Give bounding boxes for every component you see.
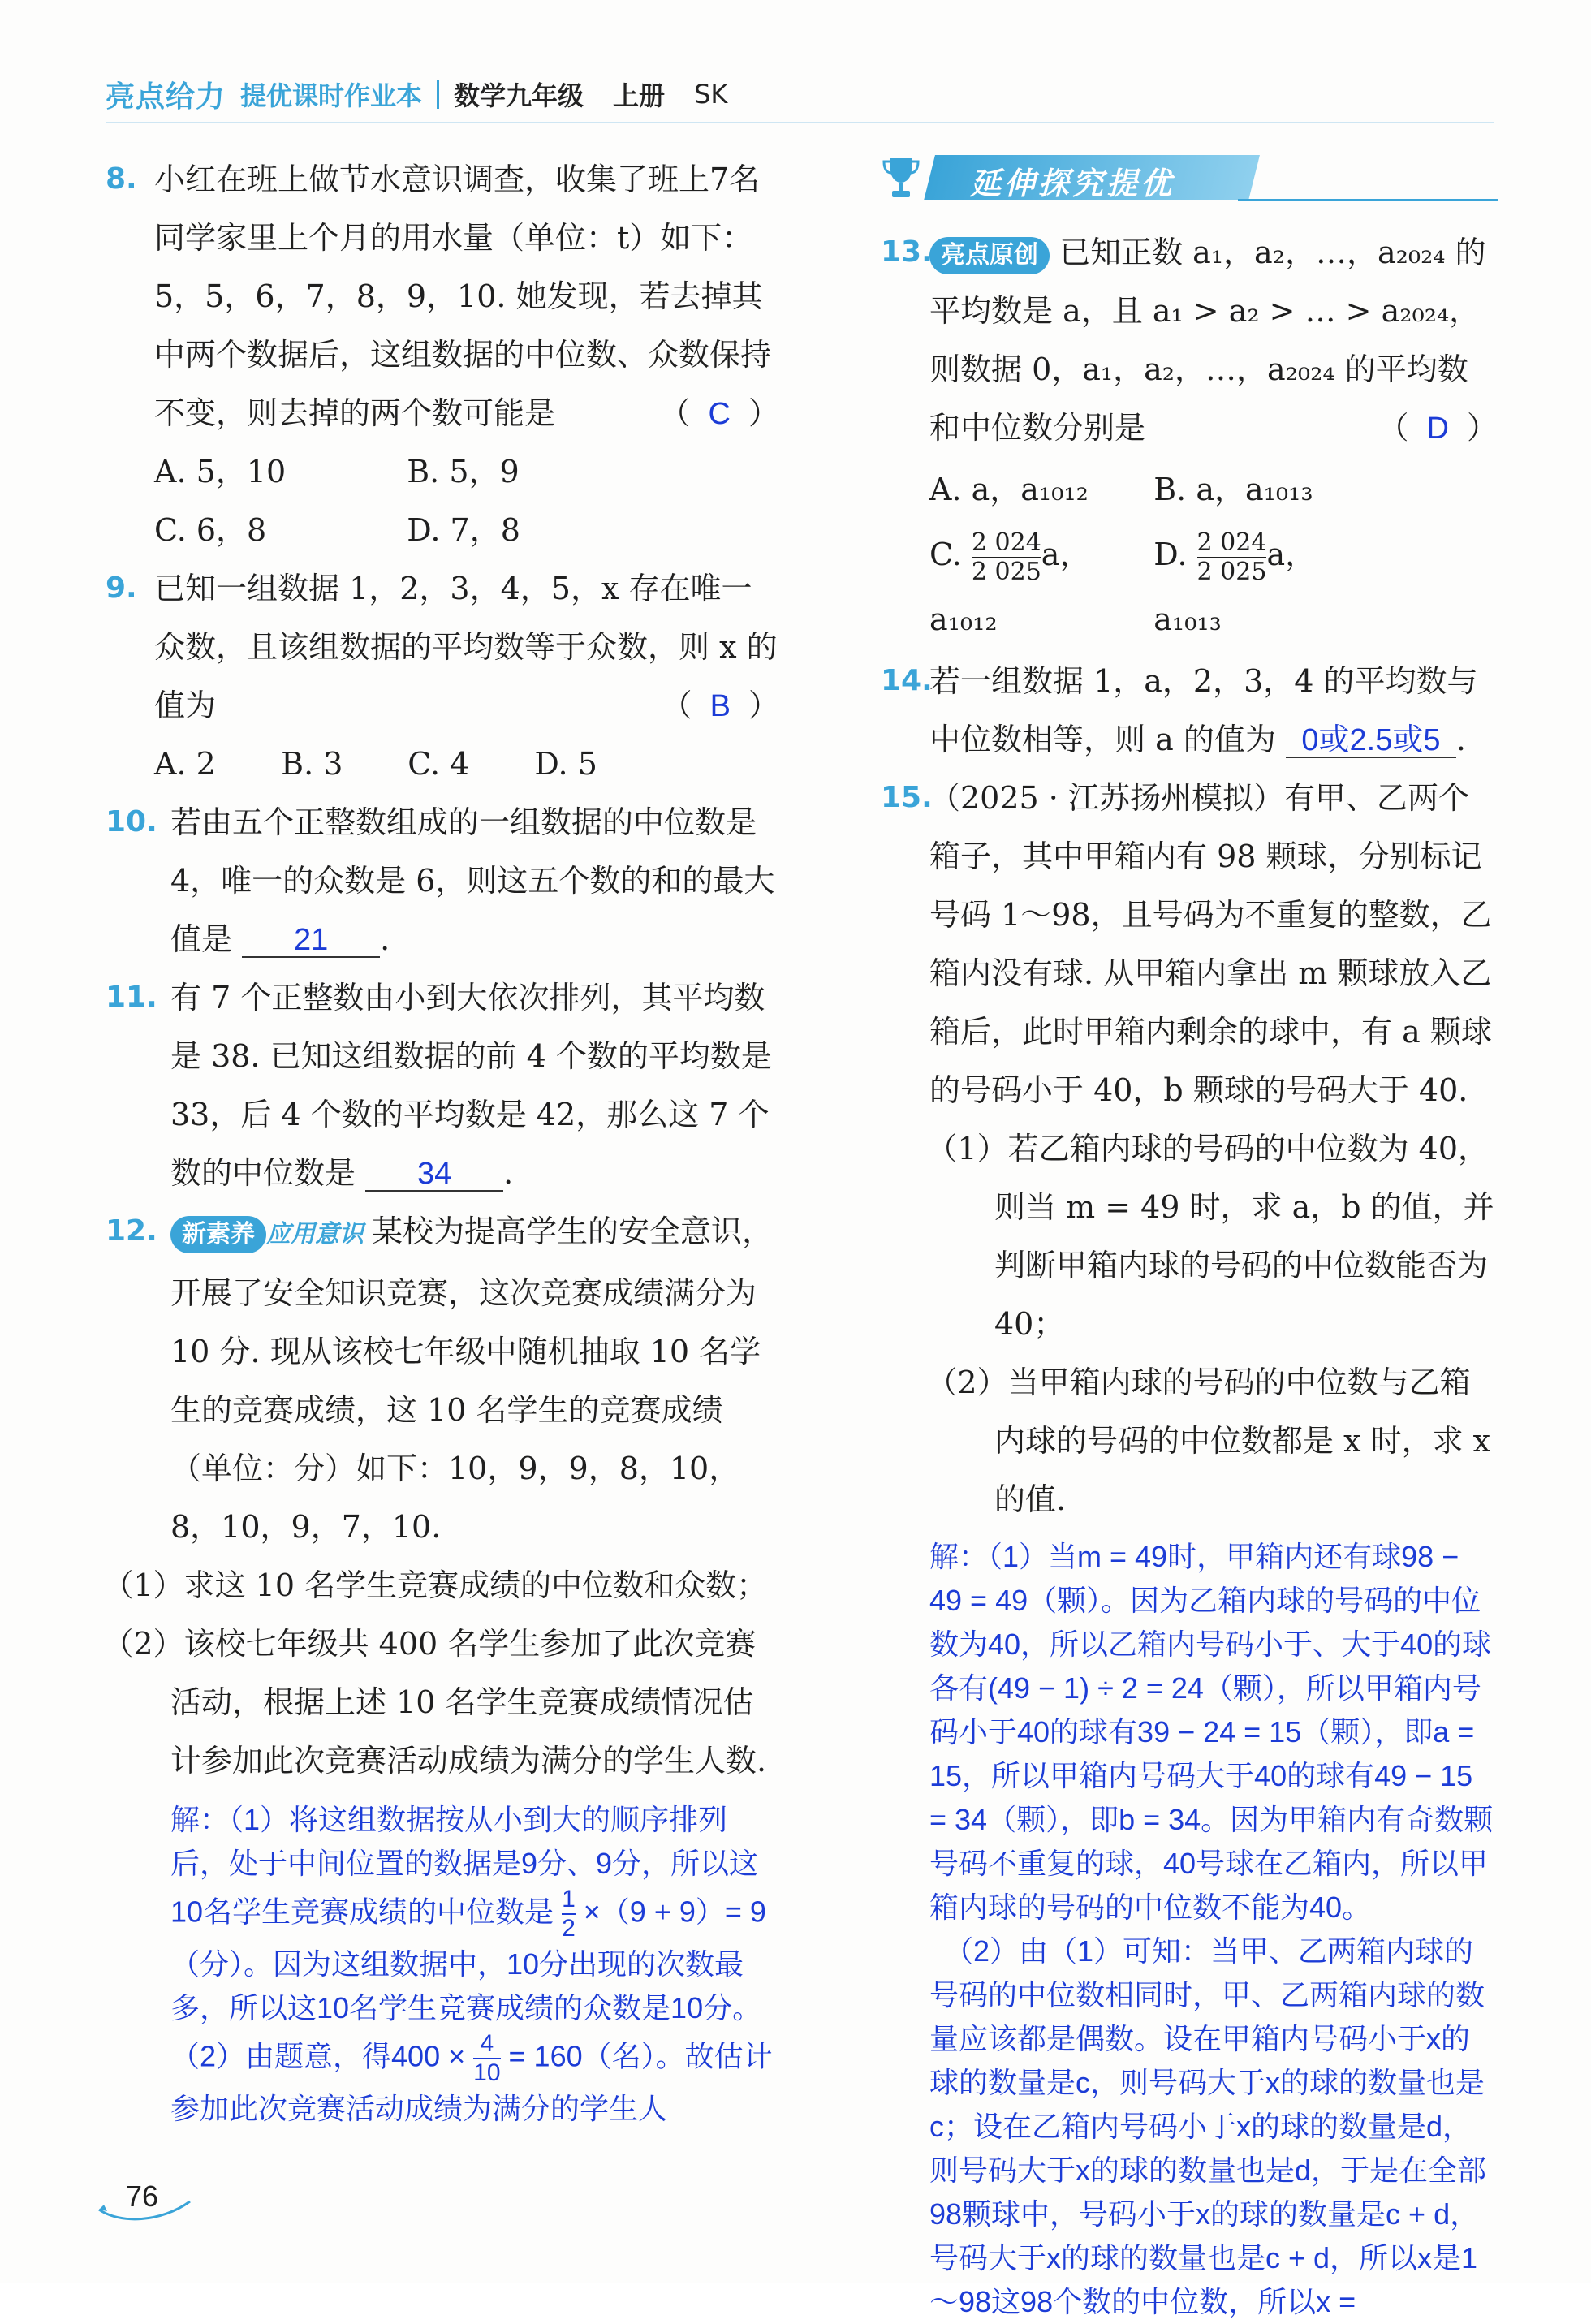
question-text: 有 7 个正整数由小到大依次排列，其平均数是 38. 已知这组数据的前 4 个数的平均数是 33，后 4 个数的平均数是 42，那么这 7 个数的中位数是 [170,980,772,1191]
question-10: 10. 若由五个正整数组成的一组数据的中位数是 4，唯一的众数是 6，则这五个数的和的最大值是 21 . [106,793,779,968]
options [106,442,660,559]
solution-part-1a: 解：（1）将这组数据按从小到大的顺序排列后，处于中间位置的数据是9分、9分，所以这10名学生竞赛成绩的中位数是 [170,1802,759,1929]
original-tag: 亮点原创 [929,237,1050,274]
question-text: 若一组数据 1，a，2，3，4 的平均数与中位数相等，则 a 的值为 [929,663,1478,757]
answer: C [708,397,731,431]
page-header [106,70,727,119]
volume-label: 上册 [613,80,666,111]
option-d: D. $\frac{2 024}{2 025}$ a，a₁₀₁₃ [1153,528,1317,637]
option-d: D. 7，8 [407,512,520,548]
question-9 [106,559,779,793]
fraction-half: $\frac{1}{2}$ [562,1885,576,1942]
skill-tag: 应用意识 [266,1219,364,1248]
answer-bracket: （ C ） [659,395,779,431]
question-number: 12. [106,1214,157,1248]
sub-question-1: （1）若乙箱内球的号码的中位数为 40，则当 m = 49 时，求 a，b 的值，并判断甲箱内球的号码的中位数能否为 40； [926,1131,1494,1342]
option-c: C. 6，8 [154,512,267,548]
question-number: 13. [881,235,933,269]
option-b: B. 3 [281,746,343,782]
option-a: A. 2 [154,746,216,782]
question-14: 14. 若一组数据 1，a，2，3，4 的平均数与中位数相等，则 a 的值为 0或2.5或5 . [881,652,1498,769]
options [106,735,662,793]
header-divider [437,80,439,109]
question-text: 已知正数 a₁，a₂，…，a₂₀₂₄ 的平均数是 a，且 a₁ > a₂ > … > a₂₀₂₄，则数据 0，a₁，a₂，…，a₂₀₂₄ 的平均数和中位数分别是 [929,235,1486,446]
literacy-tag: 新素养 [170,1216,266,1253]
question-number: 15. [881,781,933,814]
question-number: 11. [106,981,157,1014]
answer: B [709,689,731,723]
solution-part-2: （2）由（1）可知：当甲、乙两箱内球的号码的中位数相同时，甲、乙两箱内球的数量应该都是偶数。设在甲箱内号码小于x的球的数量是c，则号码大于x的球的数量也是c；设在乙箱内号码小于x的球的数量是d，则号码大于x的球的数量也是d，于是在全部98颗球中，号码小于x的球的数量是c + d，号码大于x的球的数量也是c + d，所以x是1～98这98个数的中位数，所以x = [929,1934,1487,2318]
left-column [102,150,779,2131]
question-15 [881,769,1498,2324]
solution-part-1: 解：（1）当m = 49时，甲箱内还有球98 − 49 = 49（颗）。因为乙箱内球的号码的中位数为40，所以乙箱内号码小于、大于40的球各有(49 − 1) ÷ 2 = 24（颗），所以甲箱内号码小于40的球有39 − 24 = 15（颗），即a = 15，所以甲箱内号码大于40的球有49 − 15 = 34（颗），即b = 34。因为甲箱内有奇数颗号码不重复的球，40号球在乙箱内，所以甲箱内球的号码的中位数不能为40。 [929,1540,1494,1924]
banner-rule [1238,199,1498,201]
question-12 [102,1202,779,2131]
solution-part-1b: ×（9 + 9）= 9（分）。因为这组数据中，10分出现的次数最多，所以这10名学生竞赛成绩的众数是10分。 [170,1895,766,2024]
question-8 [106,150,779,559]
solution-part-2b: = 160（名）。故估计参加此次竞赛活动成绩为满分的学生人 [170,2039,773,2125]
option-d: D. 5 [534,746,597,782]
series-title: 提优课时作业本 [240,80,423,111]
edition-label: SK [694,79,728,110]
option-c: C. $\frac{2 024}{2 025}$ a，a₁₀₁₂ [929,528,1091,637]
solution [106,1798,779,2131]
question-text: 小红在班上做节水意识调查，收集了班上7名同学家里上个月的用水量（单位：t）如下：5，5，6，7，8，9，10. 她发现，若去掉其中两个数据后，这组数据的中位数、众数保持不变，则去掉的两个数可能是 [154,162,772,431]
question-11: 11. 有 7 个正整数由小到大依次排列，其平均数是 38. 已知这组数据的前 4 个数的平均数是 33，后 4 个数的平均数是 42，那么这 7 个数的中位数是 34 . [106,968,779,1202]
sub-question-2: （2）该校七年级共 400 名学生参加了此次竞赛活动，根据上述 10 名学生竞赛成绩情况估计参加此次竞赛活动成绩为满分的学生人数. [102,1625,767,1779]
question-text: 若由五个正整数组成的一组数据的中位数是 4，唯一的众数是 6，则这五个数的和的最大值是 [170,804,775,957]
fraction-c: $\frac{2 024}{2 025}$ [971,528,1041,586]
question-13 [881,223,1498,652]
option-a: A. a，a₁₀₁₂ [929,472,1089,507]
answer-blank: 0或2.5或5 [1286,724,1456,758]
sub-question-1: （1）求这 10 名学生竞赛成绩的中位数和众数； [102,1567,768,1603]
option-b: B. 5，9 [407,454,520,489]
sub-question-2: （2）当甲箱内球的号码的中位数与乙箱内球的号码的中位数都是 x 时，求 x 的值. [926,1365,1491,1517]
question-text: 某校为提高学生的安全意识，开展了安全知识竞赛，这次竞赛成绩满分为 10 分. 现从该校七年级中随机抽取 10 名学生的竞赛成绩，这 10 名学生的竞赛成绩（单位：分）如下：10，9，9，8，10，8，10，9，7，10. [170,1214,774,1545]
question-text: 已知一组数据 1，2，3，4，5，x 存在唯一众数，且该组数据的平均数等于众数，则 x 的值为 [154,571,778,723]
page-number: 76 [126,2180,159,2213]
answer-bracket: （ B ） [661,688,779,723]
answer-blank: 21 [242,924,380,958]
question-text: （2025 · 江苏扬州模拟）有甲、乙两个箱子，其中甲箱内有 98 颗球，分别标记号码 1～98，且号码为不重复的整数，乙箱内没有球. 从甲箱内拿出 m 颗球放入乙箱后，此时甲箱内剩余的球中，有 a 颗球的号码小于 40，b 颗球的号码大于 40. [929,780,1492,1108]
fraction-d: $\frac{2 024}{2 025}$ [1196,528,1267,586]
header-rule [106,122,1494,123]
options [881,457,1378,652]
question-number: 9. [106,571,137,605]
answer-blank: 34 [365,1158,503,1192]
banner-title: 延伸探究提优 [970,166,1175,201]
brand-logo: 亮点给力 [106,80,226,114]
question-number: 8. [106,162,137,196]
answer: D [1426,412,1449,446]
fraction-4-10: $\frac{4}{10}$ [473,2029,501,2086]
question-number: 14. [881,664,933,697]
right-column [881,150,1498,2324]
solution [881,1535,1498,2324]
section-banner [881,150,1498,207]
option-a: A. 5，10 [154,454,287,489]
trophy-icon [881,155,921,200]
answer-bracket: （ D ） [1378,410,1498,446]
subject-label: 数学九年级 [454,80,584,111]
question-number: 10. [106,805,157,839]
solution-part-2a: （2）由题意，得400 × [170,2039,466,2073]
option-c: C. 4 [407,746,470,782]
option-b: B. a，a₁₀₁₃ [1153,472,1313,507]
